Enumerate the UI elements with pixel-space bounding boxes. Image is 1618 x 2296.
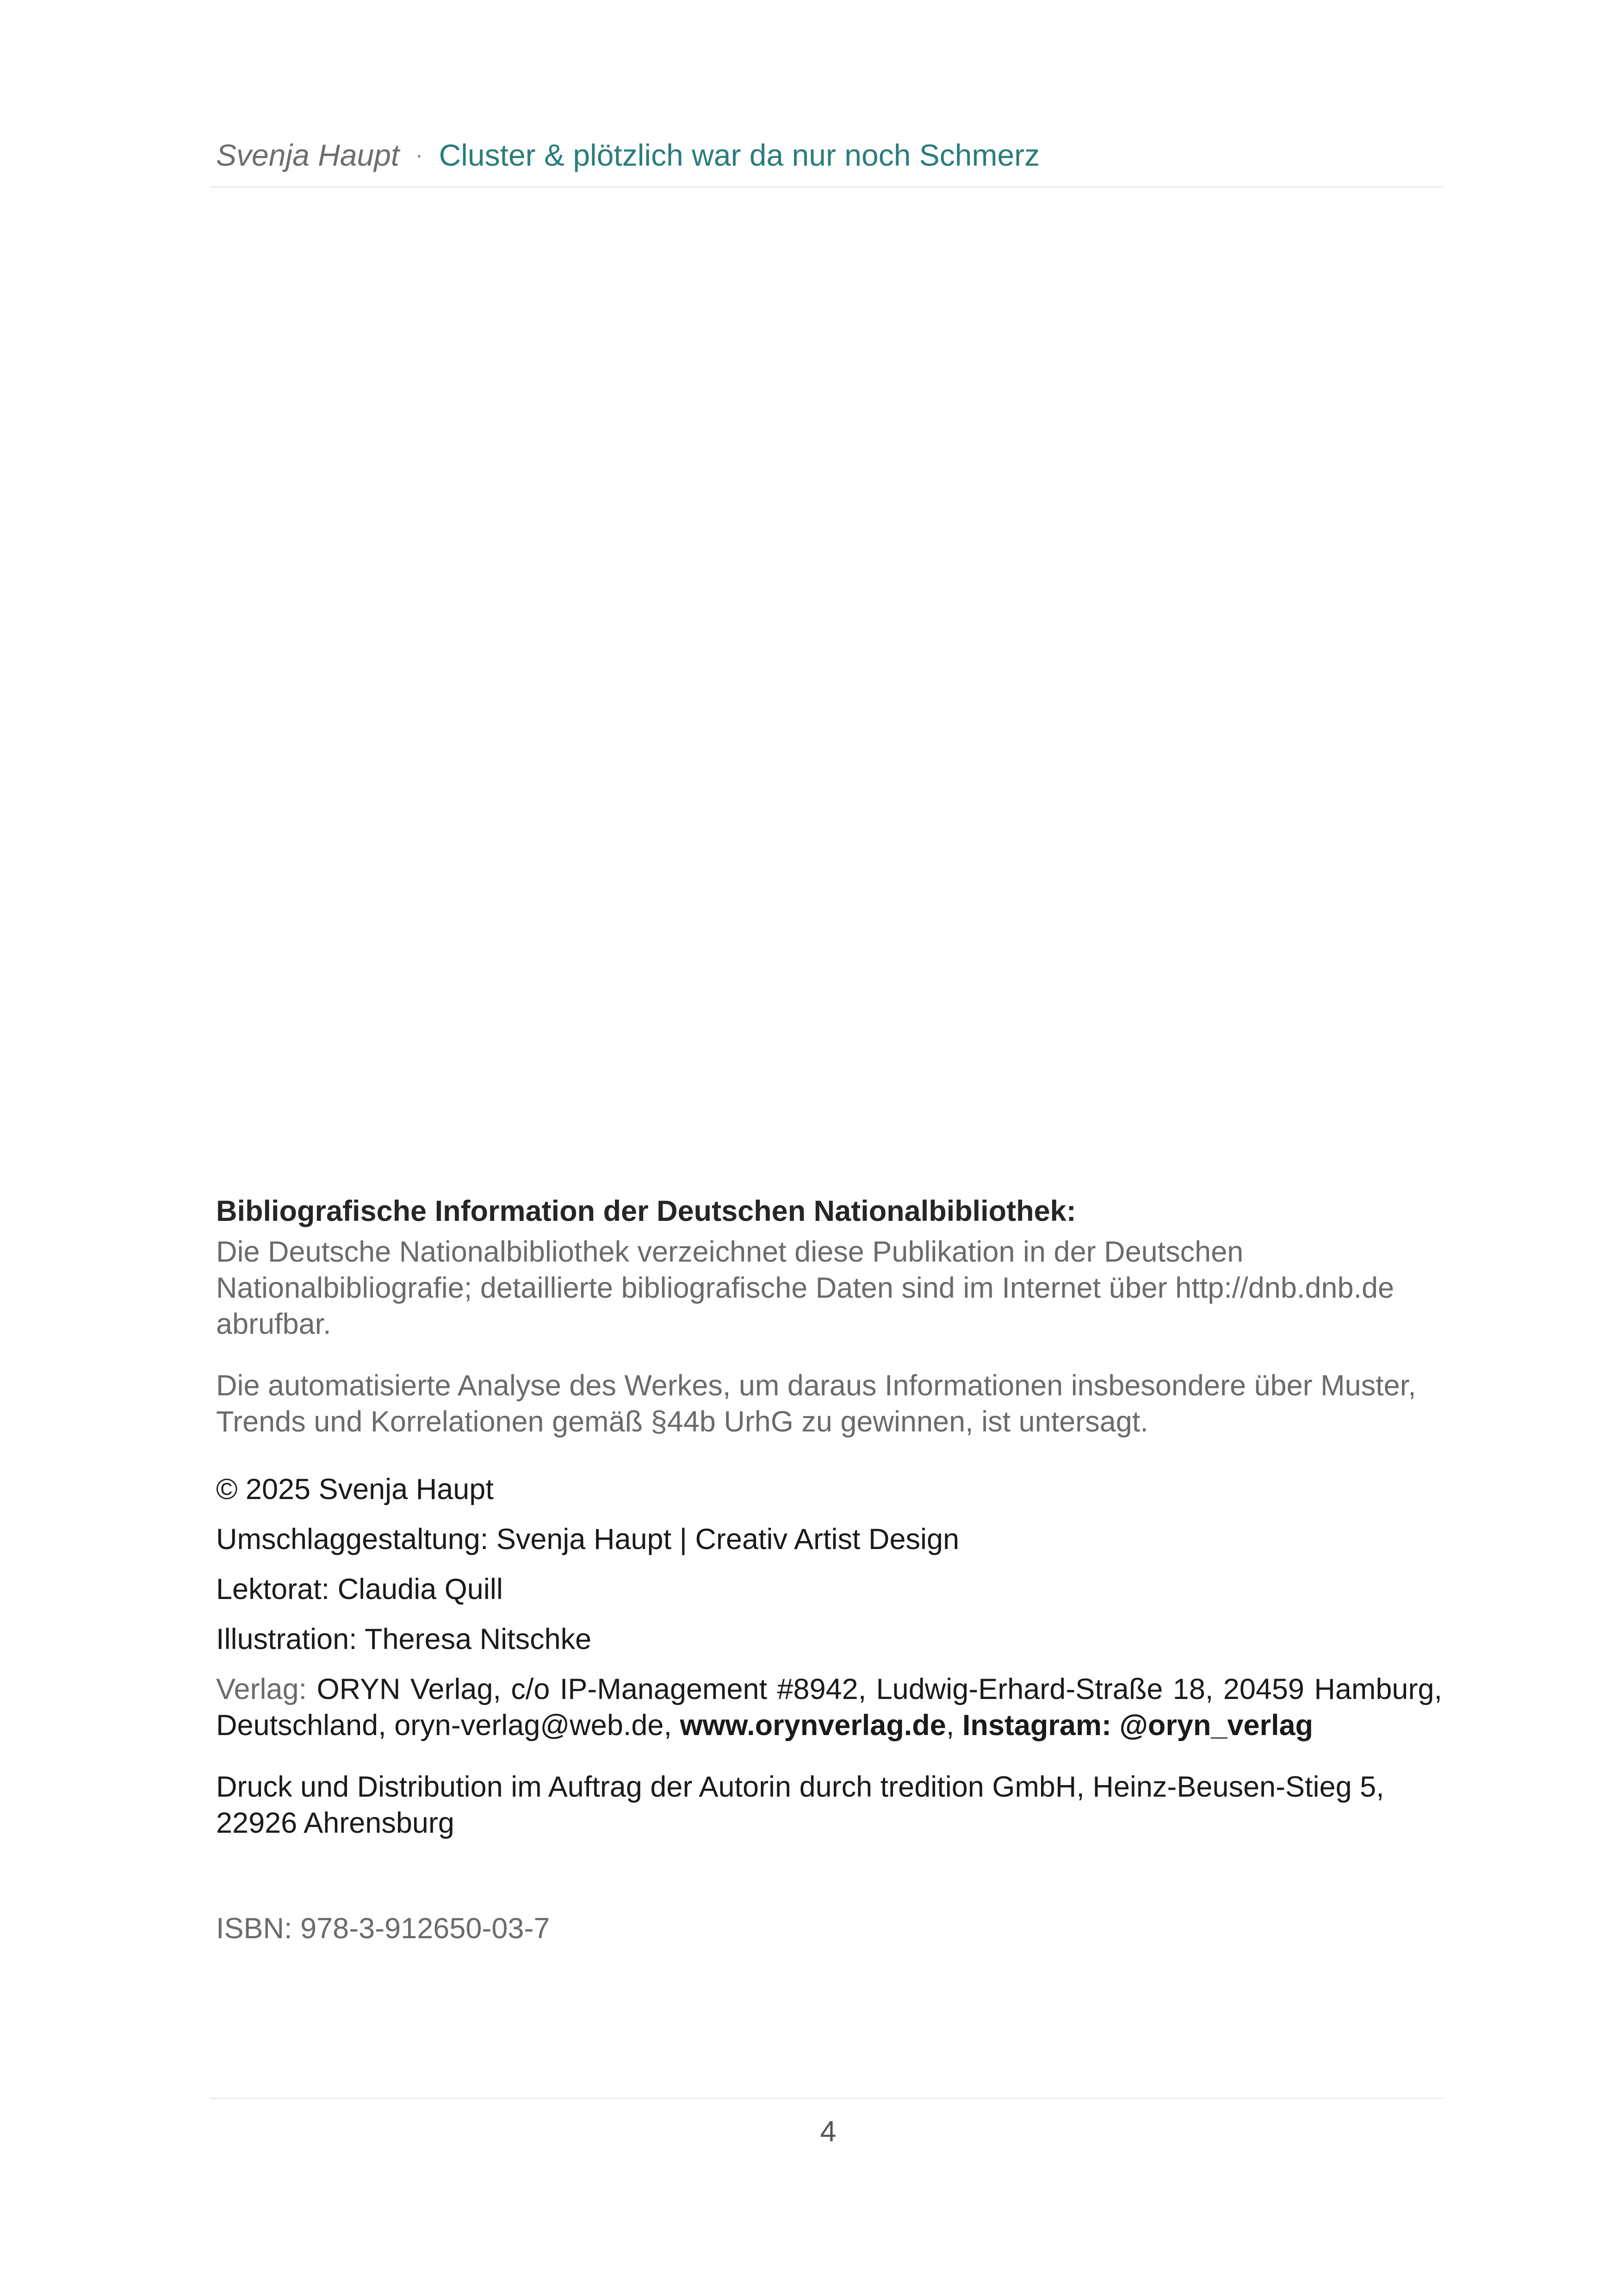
printing-line: Druck und Distribution im Auftrag der Autorin durch tredition GmbH, Heinz-Beusen-Stieg 5, 22926 Ahrensburg bbox=[216, 1771, 1384, 1839]
header-rule bbox=[211, 186, 1444, 188]
running-head-title: Cluster & plötzlich war da nur noch Schmerz bbox=[439, 138, 1040, 172]
illustration-line: Illustration: Theresa Nitschke bbox=[216, 1623, 592, 1655]
running-head-separator: · bbox=[415, 142, 423, 168]
tdm-notice: Die automatisierte Analyse des Werkes, um daraus Informationen insbesondere über Muster, Trends und Korrelationen gemäß §44b UrhG zu gewinnen, ist untersagt. bbox=[216, 1369, 1416, 1438]
running-head-author: Svenja Haupt bbox=[216, 138, 400, 172]
isbn-value: 978-3-912650-03-7 bbox=[300, 1912, 550, 1945]
page-number: 4 bbox=[820, 2116, 837, 2148]
editing-line: Lektorat: Claudia Quill bbox=[216, 1573, 503, 1605]
imprint-block bbox=[216, 1193, 1442, 1947]
footer-rule bbox=[211, 2097, 1444, 2099]
dnb-heading: Bibliografische Information der Deutschen Nationalbibliothek: bbox=[216, 1195, 1076, 1227]
publisher-website-link[interactable]: www.orynverlag.de bbox=[680, 1709, 946, 1742]
publisher-instagram[interactable]: Instagram: @oryn_verlag bbox=[962, 1709, 1314, 1742]
running-head bbox=[216, 134, 1040, 179]
publisher-comma: , bbox=[946, 1709, 955, 1742]
publisher-line bbox=[216, 1671, 1442, 1743]
dnb-notice: Die Deutsche Nationalbibliothek verzeichnet diese Publikation in der Deutschen Nationalbibliografie; detaillierte bibliografische Daten sind im Internet über http://dnb.dnb.de abrufbar. bbox=[216, 1236, 1395, 1340]
cover-design-line: Umschlaggestaltung: Svenja Haupt | Creativ Artist Design bbox=[216, 1523, 960, 1556]
publisher-label: Verlag: bbox=[216, 1673, 307, 1705]
isbn-line bbox=[216, 1910, 1442, 1947]
isbn-label: ISBN: bbox=[216, 1912, 292, 1945]
publisher-address: ORYN Verlag, c/o IP-Management #8942, Ludwig-Erhard-Straße 18, 20459 Hamburg, Deutschland, oryn-verlag@web.de, bbox=[216, 1673, 1442, 1742]
copyright-line: © 2025 Svenja Haupt bbox=[216, 1473, 494, 1506]
